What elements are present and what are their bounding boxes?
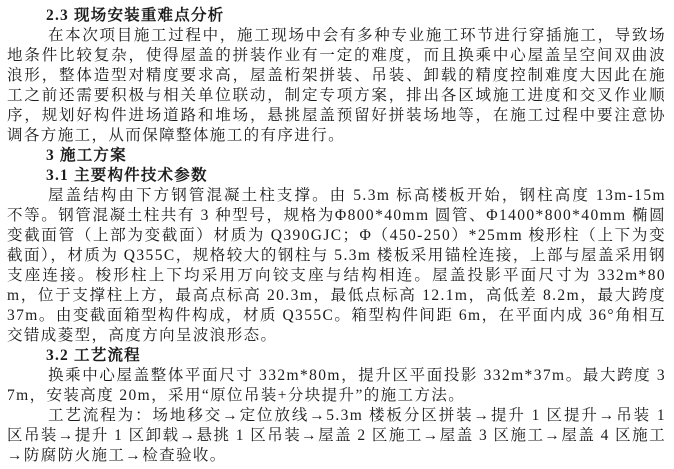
heading-construction-plan: 3 施工方案 <box>46 147 127 164</box>
paragraph-process-steps: 工艺流程为：场地移交→定位放线→5.3m 楼板分区拼装→提升 1 区提升→吊装 1 区吊装→提升 1 区卸载→悬挑 1 区吊装→屋盖 2 区施工→屋盖 3 区施工→屋盖 4 区施工→防腐防火施工→检查验收。 <box>7 407 666 464</box>
paragraph-process-overview: 换乘中心屋盖整体平面尺寸 332m*80m，提升区平面投影 332m*37m。最大跨度 37m，安装高度 20m，采用“原位吊装+分块提升”的施工方法。 <box>7 367 666 404</box>
paragraph-component-parameters-body: 屋盖结构由下方钢管混凝土柱支撑。由 5.3m 标高楼板开始，钢柱高度 13m-15m 不等。钢管混凝土柱共有 3 种型号，规格为Φ800*40mm 圆管、Φ1400*800*40mm 椭圆变截面管（上部为变截面）材质为 Q390GJC；Φ（450-250）*25mm 梭形柱（上下为变截面），材质为 Q355C，规格较大的钢柱与 5.3m 楼板采用锚栓连接，上部与屋盖采用钢支座连接。梭形柱上下均采用万向铰支座与结构相连。屋盖投影平面尺寸为 332m*80m，位于支撑柱上方，最高点标高 20.3m，最低点标高 12.1m，高低差 8.2m，最大跨度 37m。由变截面箱型构件构成，材质 Q355C。箱型构件间距 6m，在平面内成 36°角相互交错成菱型，高度方向呈波浪形态。 <box>7 187 666 344</box>
heading-main-component-parameters: 3.1 主要构件技术参数 <box>46 167 208 184</box>
paragraph-analysis-body: 在本次项目施工过程中，施工现场中会有多种专业施工环节进行穿插施工，导致场地条件比较复杂，使得屋盖的拼装作业有一定的难度，而且换乘中心屋盖呈空间双曲波浪形，整体造型对精度要求高，屋盖桁架拼装、吊装、卸载的精度控制难度大因此在施工之前还需要积极与相关单位联动，制定专项方案，排出各区域施工进度和交叉作业顺序，规划好构件进场道路和堆场，悬挑屋盖预留好拼装场地等，在施工过程中要注意协调各方施工，从而保障整体施工的有序进行。 <box>7 27 666 144</box>
heading-site-installation-analysis: 2.3 现场安装重难点分析 <box>46 7 225 24</box>
heading-process-flow: 3.2 工艺流程 <box>46 347 141 364</box>
